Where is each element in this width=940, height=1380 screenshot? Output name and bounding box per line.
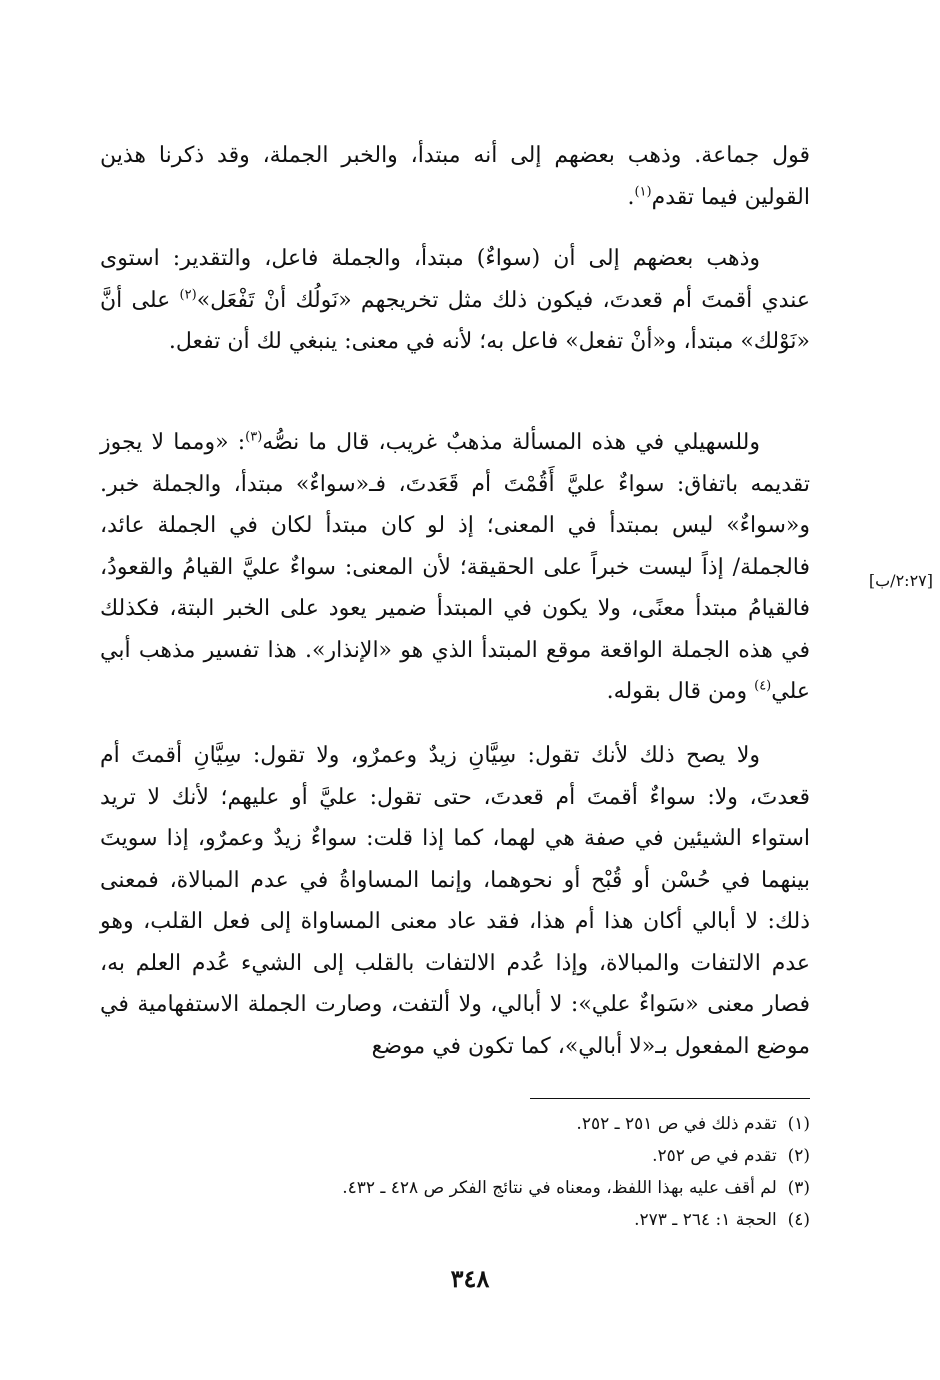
- paragraph-text: ولا يصح ذلك لأنك تقول: سِيَّانِ زيدٌ وعمرٌو، ولا تقول: سِيَّانِ أقمتَ أم قعدتَ، ولا: سواءٌ أقمتَ أم قعدتَ، حتى تقول: عليَّ أو عليهم؛ لأنك لا تريد استواء الشيئين في صفة هي لهما، كما إذا قلت: سواءٌ زيدٌ وعمرٌو، إذا سويتَ بينهما في حُسْن أو قُبْح أو نحوهما، وإنما المساواةُ في عدم المبالاة، فمعنى ذلك: لا أبالي أكان هذا أم هذا، فقد عاد معنى المساواة إلى فعل القلب، وهو عدم الالتفات والمبالاة، وإذا عُدم الالتفات بالقلب إلى الشيء عُدم العلم به، فصار معنى «سَواءٌ علي»: لا أبالي، ولا ألتفت، وصارت الجملة الاستفهامية في موضع المفعول بـ«لا أبالي»، كما تكون في موضع: [100, 743, 810, 1059]
- paragraph-4: [100, 735, 810, 1067]
- footnotes-section: [100, 1108, 810, 1236]
- footnote-text: الحجة ١: ٢٦٤ ـ ٢٧٣.: [634, 1210, 777, 1230]
- paragraph-3: [100, 422, 810, 713]
- footnote-item: [100, 1204, 810, 1236]
- footnote-ref-4[interactable]: (٤): [754, 678, 772, 694]
- footnote-number: (٤): [787, 1210, 810, 1230]
- footnote-number: (١): [787, 1114, 810, 1134]
- footnote-ref-3[interactable]: (٣): [245, 429, 263, 445]
- footnote-text: تقدم في ص ٢٥٢.: [652, 1146, 777, 1166]
- footnote-item: [100, 1108, 810, 1140]
- paragraph-2: [100, 238, 810, 363]
- footnote-item: [100, 1172, 810, 1204]
- footnote-number: (٢): [787, 1146, 810, 1166]
- paragraph-text: وللسهيلي في هذه المسألة مذهبٌ غريب، قال ما نصُّه: [262, 430, 761, 455]
- page-number: ٣٤٨: [450, 1264, 490, 1293]
- footnote-text: لم أقف عليه بهذا اللفظ، ومعناه في نتائج الفكر ص ٤٢٨ ـ ٤٣٢.: [342, 1178, 777, 1198]
- footnote-number: (٣): [787, 1178, 810, 1198]
- paragraph-text: .: [627, 184, 635, 210]
- paragraph-text: قول جماعة. وذهب بعضهم إلى أنه مبتدأ، والخبر الجملة، وقد ذكرنا هذين القولين فيما تقدم: [100, 143, 810, 210]
- paragraph-1: [100, 135, 810, 218]
- footnote-divider: [530, 1098, 810, 1099]
- footnote-text: تقدم ذلك في ص ٢٥١ ـ ٢٥٢.: [576, 1114, 777, 1134]
- footnote-ref-1[interactable]: (١): [634, 184, 652, 200]
- manuscript-folio-marker: [٢:٢٧/ب]: [868, 571, 933, 590]
- paragraph-text: وذهب بعضهم إلى أن (سواءٌ) مبتدأ، والجملة فاعل، والتقدير: استوى عندي أقمتَ أم قعدتَ، فيكون ذلك مثل تخريجهم «نَولُك أنْ تَفْعَل»: [100, 246, 810, 313]
- paragraph-text: ومن قال بقوله.: [606, 679, 755, 704]
- footnote-item: [100, 1140, 810, 1172]
- paragraph-text: على أنَّ «نَوْلك» مبتدأ، و«أنْ تفعل» فاعل به؛ لأنه في معنى: ينبغي لك أن تفعل.: [100, 287, 810, 354]
- footnote-ref-2[interactable]: (٢): [179, 287, 197, 303]
- paragraph-text: : «ومما لا يجوز تقديمه باتفاق: سواءٌ عليَّ أَقُمْتَ أم قَعَدتَ، فـ«سواءٌ» مبتدأ، والجملة خبر. و«سواءٌ» ليس بمبتدأ في المعنى؛ إذ لو كان مبتدأ لكان في الجملة عائد، فالجملة/ إذاً ليست خبراً على الحقيقة؛ لأن المعنى: سواءٌ عليَّ القيامُ والقعودُ، فالقيامُ مبتدأ معنًى، ولا يكون في المبتدأ ضمير يعود على الخبر البتة، فكذلك في هذه الجملة الواقعة موقع المبتدأ الذي هو «الإنذار». هذا تفسير مذهب أبي علي: [100, 430, 810, 704]
